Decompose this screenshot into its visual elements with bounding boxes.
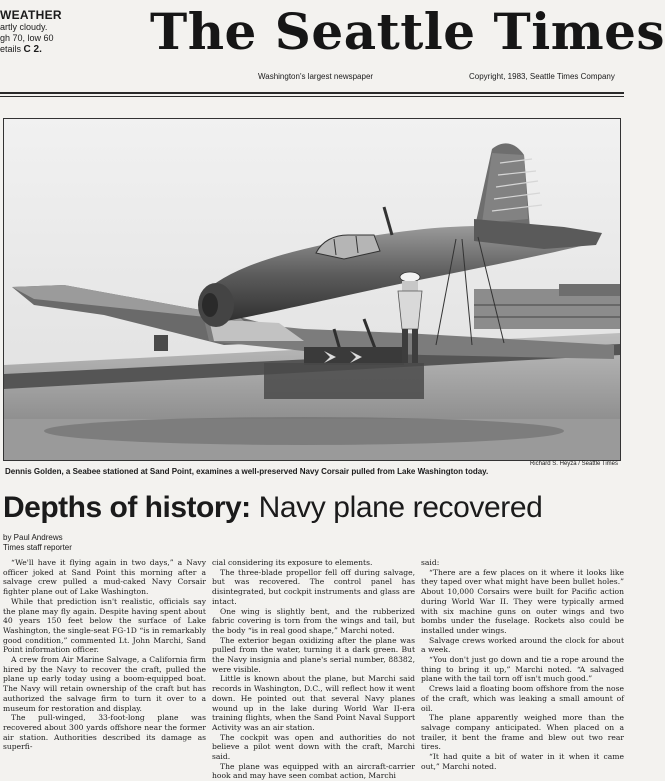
article-paragraph: A crew from Air Marine Salvage, a California firm hired by the Navy to recover the craft, pulled the plane up early today using a boom-equipped boat. The Navy will retain ownership of the craft but has authorized the salvage firm to turn it over to a museum for restoration and display. — [3, 655, 206, 713]
masthead-copyright: Copyright, 1983, Seattle Times Company — [469, 72, 615, 81]
weather-details — [0, 44, 80, 55]
masthead-tagline: Washington's largest newspaper — [258, 72, 374, 81]
headline-part-a: Depths of history: — [3, 491, 251, 524]
article-paragraph: Crews laid a floating boom offshore from the nose of the craft, which was leaking a small amount of oil. — [421, 684, 624, 713]
article-paragraph: “It had quite a bit of water in it when it came out,” Marchi noted. — [421, 752, 624, 771]
corsair-photo-illustration — [4, 119, 620, 460]
weather-temps: gh 70, low 60 — [0, 33, 54, 43]
weather-title: WEATHER — [0, 8, 62, 22]
masthead-rule-thin — [0, 96, 624, 97]
byline-name: by Paul Andrews — [3, 533, 63, 542]
weather-box — [0, 8, 80, 55]
article-paragraph: Little is known about the plane, but Marchi said records in Washington, D.C., will reflect how it went down. He pointed out that several Navy planes wound up in the lake during World War II-era training flights, when the Sand Point Naval Support Activity was an air station. — [212, 674, 415, 732]
headline — [3, 490, 624, 526]
news-photo — [3, 118, 621, 461]
article-paragraph: “There are a few places on it where it looks like they taped over what might have been bullet holes.” About 10,000 Corsairs were built for Pacific action during World War II. They were typically armed with six machine guns on outer wings and two bombs under the fuselage. Rockets also could be installed under wings. — [421, 567, 624, 635]
weather-details-prefix: etails — [0, 44, 22, 54]
article-paragraph: The pull-winged, 33-foot-long plane was recovered about 300 yards offshore near the former air station. Authorities described its damage as superfi- — [3, 713, 206, 752]
photo-credit: Richard S. Heyza / Seattle Times — [529, 461, 618, 467]
article-column-2 — [212, 558, 415, 781]
article-paragraph: cial considering its exposure to elements. — [212, 558, 373, 567]
weather-details-page: C 2. — [23, 44, 42, 55]
article-paragraph: said: — [421, 558, 440, 567]
byline-role: Times staff reporter — [3, 543, 72, 552]
byline — [3, 533, 72, 553]
article-paragraph: The plane apparently weighed more than the salvage company anticipated. When placed on a trailer, it bent the frame and blew out two rear tires. — [421, 713, 624, 752]
headline-part-b: Navy plane recovered — [250, 491, 543, 524]
photo-caption: Dennis Golden, a Seabee stationed at Sand Point, examines a well-preserved Navy Corsair pulled from Lake Washington today. — [5, 467, 489, 476]
article-paragraph: One wing is slightly bent, and the rubberized fabric covering is torn from the wings and tail, but the body “is in real good shape,” Marchi noted. — [212, 606, 415, 635]
article-column-3 — [421, 558, 624, 771]
article-paragraph: Salvage crews worked around the clock for about a week. — [421, 635, 624, 655]
article-paragraph: While that prediction isn't realistic, officials say the plane may fly again. Despite having spent about 40 years 150 feet below the surface of Lake Washington, the single-seat FG-1D “is in remarkably good condition,” commented Lt. John Marchi, Sand Point information officer. — [3, 596, 206, 655]
article-paragraph: The cockpit was open and authorities do not believe a pilot went down with the craft, Marchi said. — [212, 732, 415, 762]
article-paragraph: The three-blade propellor fell off during salvage, but was recovered. The control panel has disintegrated, but cockpit instruments and glass are intact. — [212, 567, 415, 606]
article-paragraph: The plane was equipped with an aircraft-carrier hook and may have seen combat action, Marchi — [212, 761, 415, 781]
masthead-rule — [0, 92, 624, 94]
article-paragraph: “You don't just go down and tie a rope around the thing to bring it up,” Marchi noted. “A salvaged plane with the tail torn off isn't much good.” — [421, 655, 624, 684]
weather-conditions: artly cloudy. — [0, 22, 48, 32]
article-paragraph: The exterior began oxidizing after the plane was pulled from the water, turning it a dark green. But the Navy insignia and plane's serial number, 88382, were visible. — [212, 635, 415, 674]
masthead-title: The Seattle Times — [150, 2, 665, 61]
article-paragraph: “We'll have it flying again in two days,” a Navy officer joked at Sand Point this morning after a salvage crew pulled a mud-caked Navy Corsair fighter plane out of Lake Washington. — [3, 558, 206, 597]
article-column-1 — [3, 558, 206, 752]
